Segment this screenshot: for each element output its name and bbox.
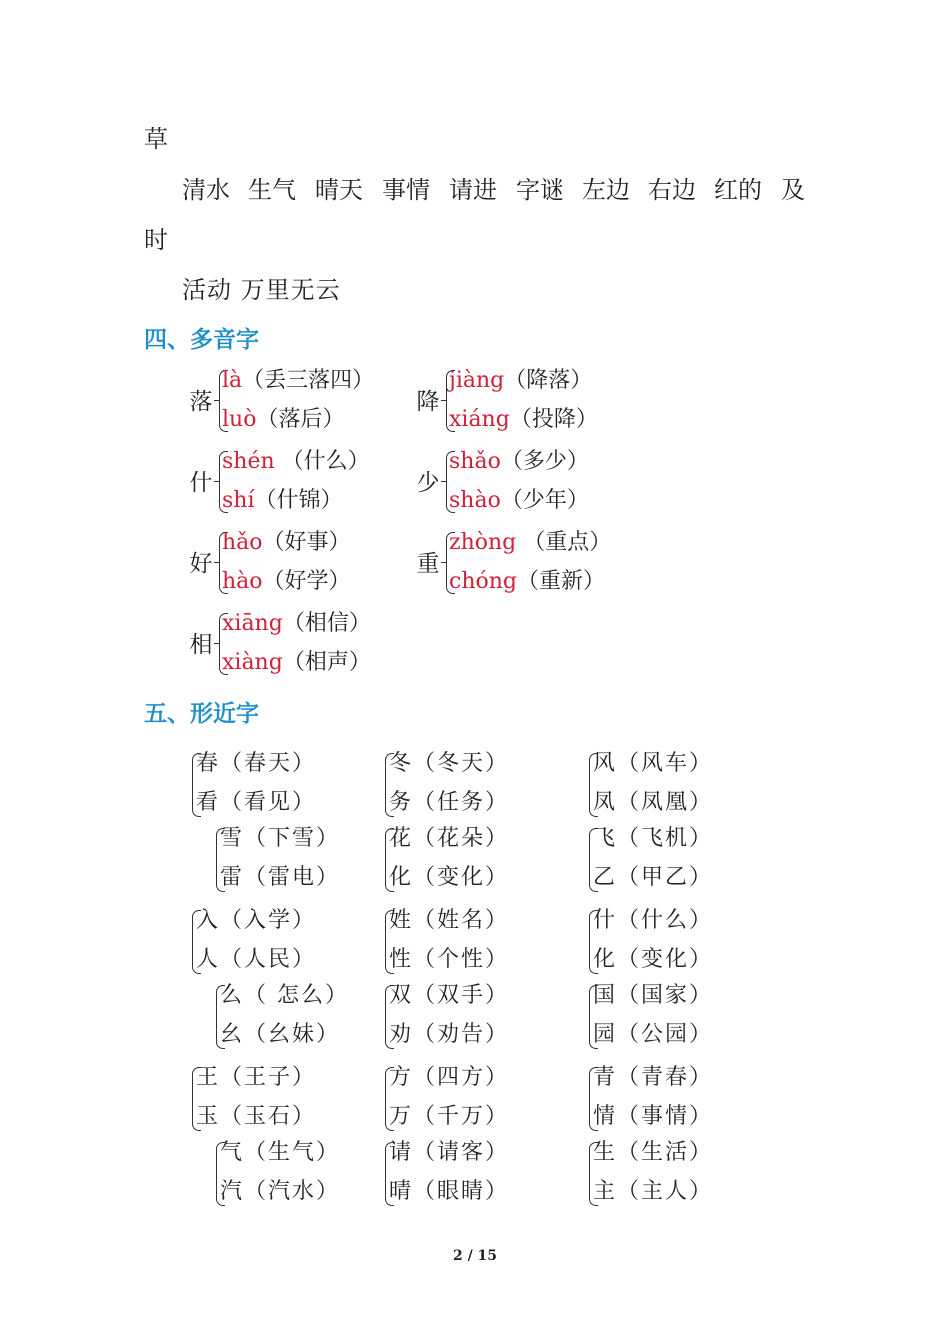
pair-line: 园（公园） [593, 1022, 714, 1047]
reading-1 [222, 448, 370, 476]
reading-2 [222, 649, 371, 677]
reading-2 [449, 568, 605, 596]
pair-line: 晴（眼睛） [389, 1179, 510, 1204]
gloss: （落后） [256, 407, 345, 432]
reading-1 [449, 529, 611, 557]
gloss: （什么） [274, 449, 370, 474]
pinyin: shí [222, 488, 255, 513]
pair-line: 乙（甲乙） [593, 865, 714, 890]
pair-line: 情（事情） [593, 1104, 714, 1129]
gloss: （好事） [262, 530, 351, 555]
pair-line: 化（变化） [593, 947, 714, 972]
pinyin: zhòng [449, 530, 517, 555]
reading-2 [449, 406, 598, 434]
pair-line: 幺（幺妹） [220, 1022, 341, 1047]
pair-line: 万（千万） [389, 1104, 510, 1129]
reading-2 [449, 487, 589, 515]
pair-line: 雷（雷电） [220, 865, 341, 890]
reading-2 [222, 568, 351, 596]
pair-line: 气（生气） [220, 1140, 341, 1165]
pinyin: shào [449, 488, 501, 513]
gloss: （相声） [282, 650, 371, 675]
pair-line: 冬（冬天） [389, 751, 510, 776]
gloss: （少年） [500, 488, 589, 513]
gloss: （好学） [262, 569, 351, 594]
section-heading-polyphonic: 四、多音字 [144, 327, 259, 353]
pair-line: 务（任务） [389, 790, 510, 815]
text-line-4: 活动 万里无云 [182, 276, 341, 304]
reading-1 [222, 529, 351, 557]
pinyin: shén [222, 449, 275, 474]
word-item: 生气 [248, 176, 296, 204]
gloss: （丢三落四） [242, 368, 375, 393]
pinyin: luò [222, 407, 257, 432]
pair-line: 飞（飞机） [593, 826, 714, 851]
gloss: （相信） [282, 611, 371, 636]
section-heading-similar: 五、形近字 [144, 701, 259, 727]
pair-line: 入（入学） [196, 908, 317, 933]
pair-line: 性（个性） [389, 947, 510, 972]
word-item: 请进 [449, 176, 497, 204]
gloss: （多少） [500, 449, 589, 474]
gloss: （重新） [517, 569, 606, 594]
reading-2 [222, 406, 344, 434]
pair-line: 看（看见） [196, 790, 317, 815]
pair-line: 什（什么） [593, 908, 714, 933]
polyphonic-char: 好 [189, 551, 213, 577]
word-item: 字谜 [516, 176, 564, 204]
pinyin: hào [222, 569, 263, 594]
pair-line: 雪（下雪） [220, 826, 341, 851]
gloss: （重点） [516, 530, 612, 555]
pair-line: 青（青春） [593, 1065, 714, 1090]
pinyin: jiàng [449, 368, 505, 393]
pair-line: 玉（玉石） [196, 1104, 317, 1129]
pair-line: 人（人民） [196, 947, 317, 972]
word-item: 左边 [582, 176, 630, 204]
pair-line: 王（王子） [196, 1065, 317, 1090]
pinyin: chóng [449, 569, 517, 594]
pinyin: xiáng [449, 407, 510, 432]
word-item: 红的 [714, 176, 762, 204]
pair-line: 请（请客） [389, 1140, 510, 1165]
pinyin: xiāng [222, 611, 283, 636]
reading-2 [222, 487, 343, 515]
word-item: 右边 [648, 176, 696, 204]
gloss: （投降） [509, 407, 598, 432]
pair-line: 主（主人） [593, 1179, 714, 1204]
polyphonic-char: 落 [189, 389, 213, 415]
reading-1 [449, 367, 592, 395]
word-item: 晴天 [315, 176, 363, 204]
pair-line: 双（双手） [389, 983, 510, 1008]
text-line-3: 时 [144, 226, 169, 254]
text-line-1: 草 [144, 125, 169, 153]
pair-line: 汽（汽水） [220, 1179, 341, 1204]
pair-line: 国（国家） [593, 983, 714, 1008]
gloss: （降落） [504, 368, 593, 393]
pair-line: 春（春天） [196, 751, 317, 776]
pair-line: 花（花朵） [389, 826, 510, 851]
pair-line: 风（风车） [593, 751, 714, 776]
pair-line: 方（四方） [389, 1065, 510, 1090]
polyphonic-char: 降 [416, 389, 440, 415]
word-item: 及 [781, 176, 805, 204]
polyphonic-char: 少 [416, 470, 440, 496]
pinyin: hǎo [222, 530, 263, 555]
pair-line: 么（ 怎么） [220, 983, 349, 1008]
pair-line: 凤（凤凰） [593, 790, 714, 815]
pair-line: 姓（姓名） [389, 908, 510, 933]
word-item: 事情 [382, 176, 430, 204]
pinyin: shǎo [449, 449, 501, 474]
page-number: 2 / 15 [452, 1248, 498, 1264]
pinyin: xiàng [222, 650, 283, 675]
reading-1 [449, 448, 589, 476]
reading-1 [222, 610, 371, 638]
gloss: （什锦） [254, 488, 343, 513]
polyphonic-char: 什 [189, 470, 213, 496]
polyphonic-char: 相 [189, 632, 213, 658]
reading-1 [222, 367, 374, 395]
pair-line: 化（变化） [389, 865, 510, 890]
word-item: 清水 [182, 176, 230, 204]
polyphonic-char: 重 [416, 551, 440, 577]
pair-line: 劝（劝告） [389, 1022, 510, 1047]
pinyin: là [222, 368, 243, 393]
pair-line: 生（生活） [593, 1140, 714, 1165]
